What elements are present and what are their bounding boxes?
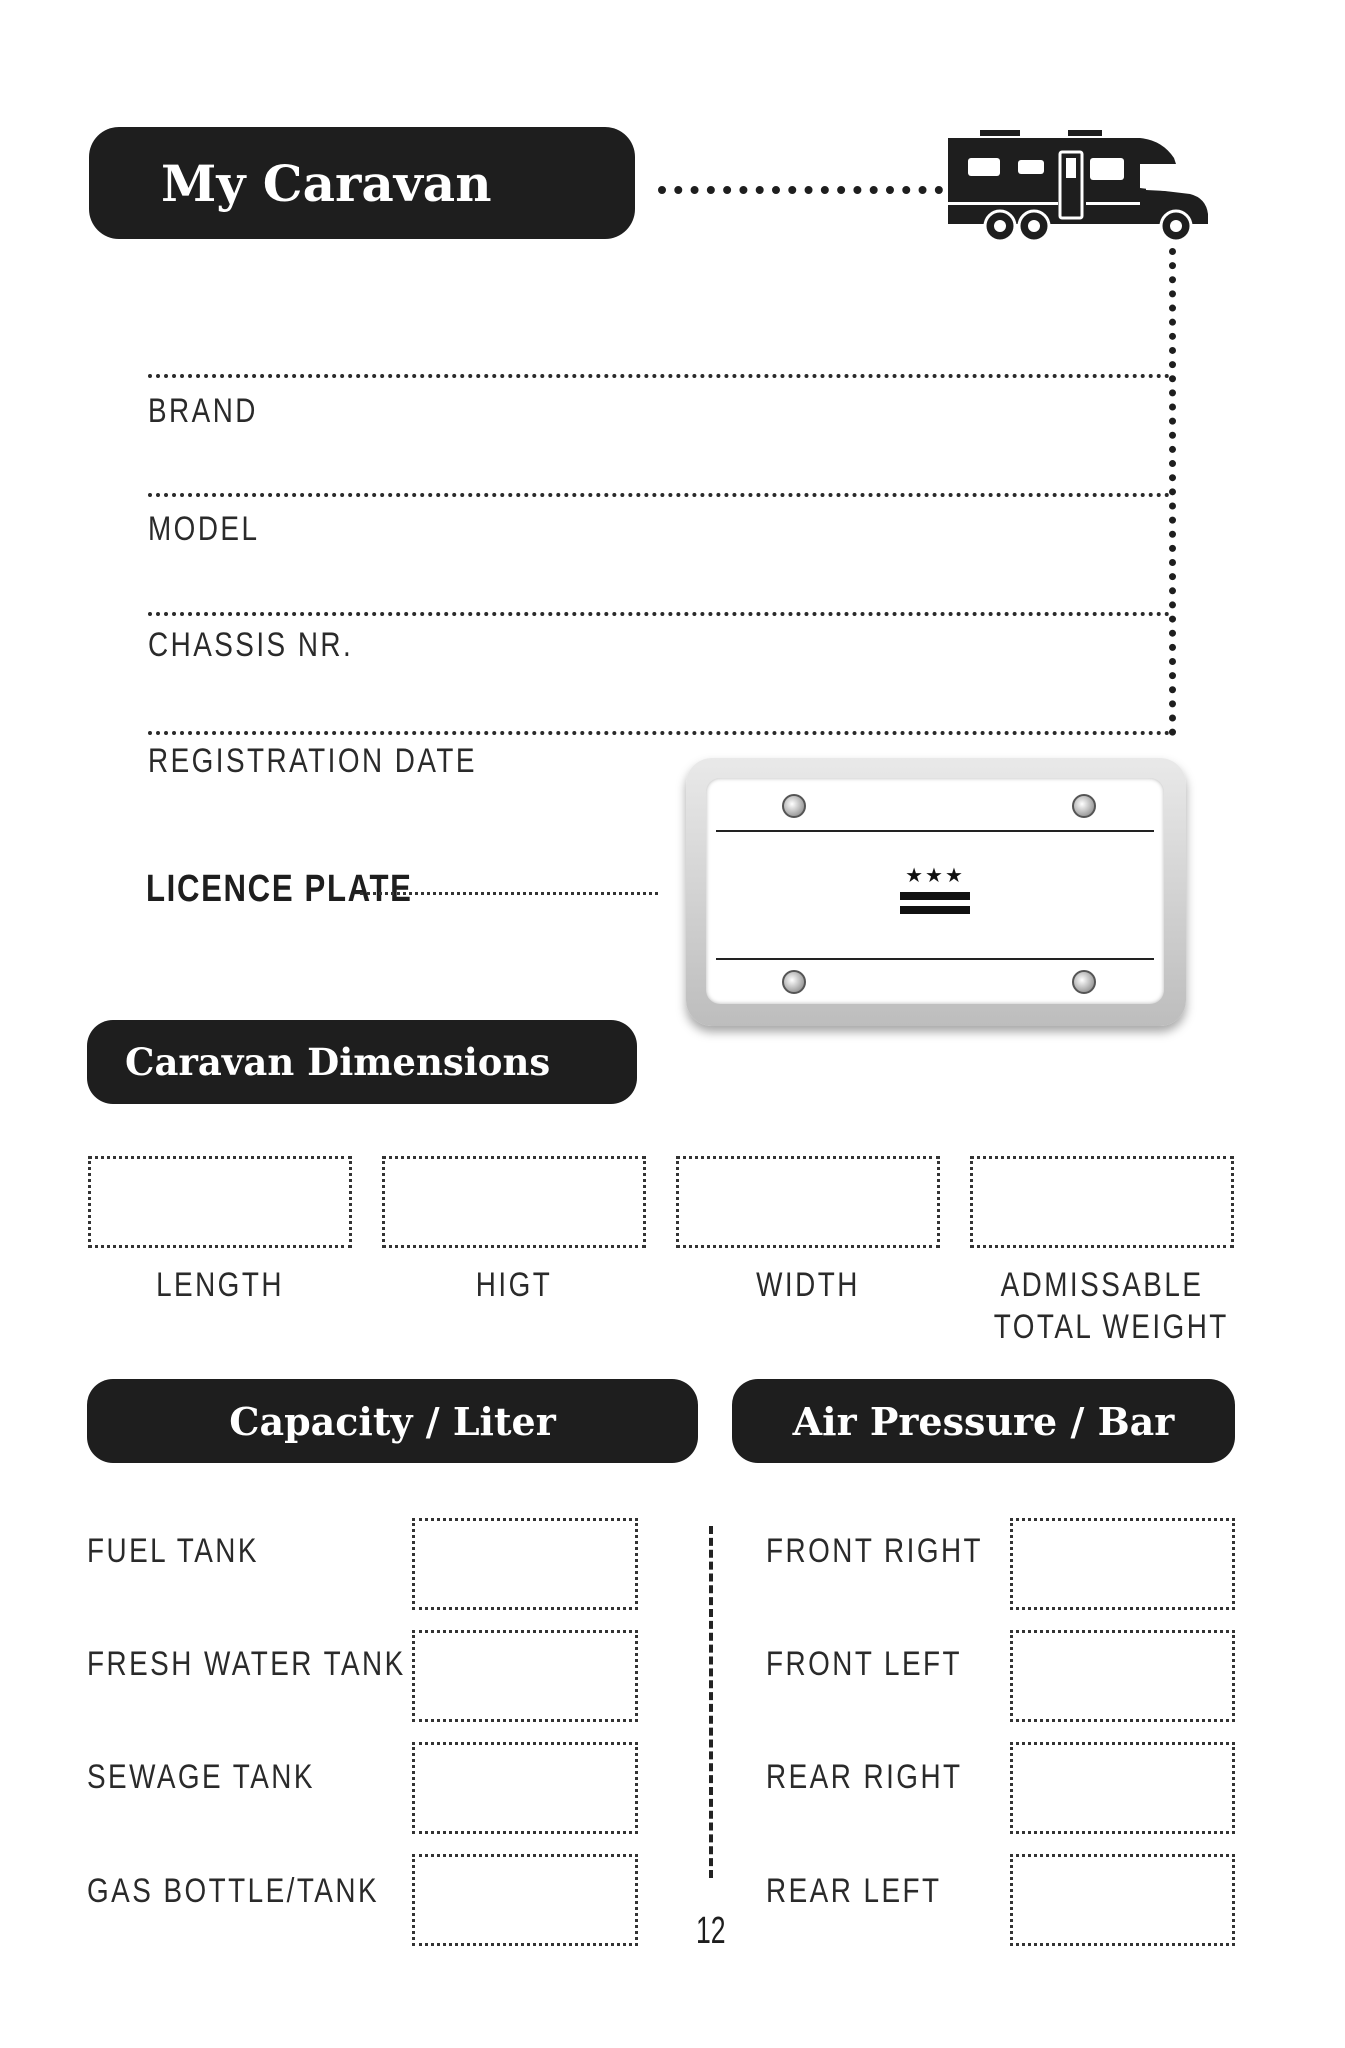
front-right-box[interactable]	[1010, 1518, 1235, 1610]
screw-icon	[782, 970, 806, 994]
plate-bottom-line	[716, 958, 1154, 960]
air-pressure-title: Air Pressure / Bar	[792, 1398, 1175, 1444]
rear-right-label: REAR RIGHT	[766, 1758, 963, 1796]
gas-bottle-box[interactable]	[412, 1854, 638, 1946]
width-box[interactable]	[676, 1156, 940, 1248]
capacity-title: Capacity / Liter	[229, 1398, 556, 1444]
emblem-stars: ★★★	[905, 865, 965, 887]
licence-plate-leader	[360, 892, 658, 895]
length-label: LENGTH	[156, 1266, 284, 1304]
sewage-tank-label: SEWAGE TANK	[87, 1758, 315, 1796]
dimensions-banner	[87, 1020, 637, 1104]
licence-plate-frame	[686, 758, 1186, 1026]
field-line	[148, 612, 1170, 616]
fuel-tank-label: FUEL TANK	[87, 1532, 259, 1570]
width-label: WIDTH	[756, 1266, 860, 1304]
weight-label-line2: TOTAL WEIGHT	[993, 1308, 1229, 1346]
sewage-tank-box[interactable]	[412, 1742, 638, 1834]
air-pressure-banner	[732, 1379, 1235, 1463]
front-left-box[interactable]	[1010, 1630, 1235, 1722]
title-connector	[658, 186, 943, 194]
page-number: 12	[696, 1910, 726, 1952]
screw-icon	[1072, 794, 1096, 818]
center-divider	[709, 1526, 713, 1878]
page-title-banner	[89, 127, 635, 239]
licence-plate-face	[706, 778, 1164, 1004]
weight-label-line1: ADMISSABLE	[1000, 1266, 1204, 1304]
height-label: HIGT	[475, 1266, 553, 1304]
field-line	[148, 493, 1170, 497]
screw-icon	[1072, 970, 1096, 994]
front-right-label: FRONT RIGHT	[766, 1532, 984, 1570]
dimensions-title: Caravan Dimensions	[125, 1040, 551, 1084]
page-title: My Caravan	[161, 153, 492, 213]
vertical-connector	[1169, 248, 1176, 736]
field-label-brand: BRAND	[148, 392, 258, 430]
rear-left-box[interactable]	[1010, 1854, 1235, 1946]
height-box[interactable]	[382, 1156, 646, 1248]
rear-right-box[interactable]	[1010, 1742, 1235, 1834]
rear-left-label: REAR LEFT	[766, 1872, 942, 1910]
gas-bottle-label: GAS BOTTLE/TANK	[87, 1872, 380, 1910]
fuel-tank-box[interactable]	[412, 1518, 638, 1610]
field-label-chassis: CHASSIS NR.	[148, 626, 354, 664]
plate-top-line	[716, 830, 1154, 832]
weight-box[interactable]	[970, 1156, 1234, 1248]
motorhome-icon	[940, 128, 1210, 244]
fresh-water-label: FRESH WATER TANK	[87, 1645, 406, 1683]
screw-icon	[782, 794, 806, 818]
front-left-label: FRONT LEFT	[766, 1645, 963, 1683]
field-line	[148, 374, 1170, 378]
licence-plate-label: LICENCE PLATE	[146, 868, 413, 910]
field-line	[148, 731, 1170, 735]
capacity-banner	[87, 1379, 698, 1463]
length-box[interactable]	[88, 1156, 352, 1248]
field-label-model: MODEL	[148, 510, 260, 548]
field-label-registration: REGISTRATION DATE	[148, 742, 477, 780]
fresh-water-box[interactable]	[412, 1630, 638, 1722]
flag-emblem-icon	[900, 866, 970, 918]
